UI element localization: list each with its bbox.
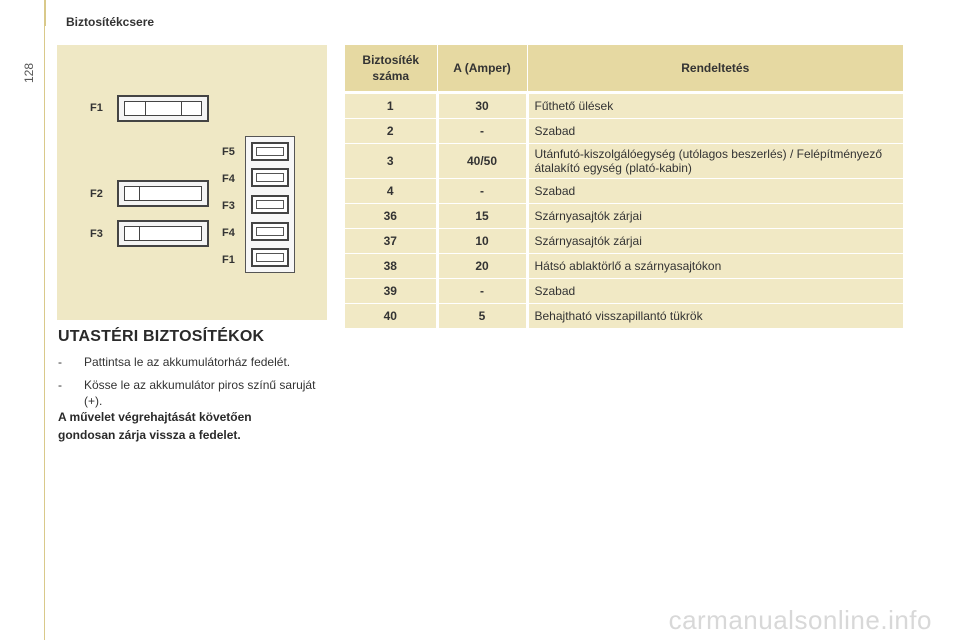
purpose-cell: Behajtható visszapillantó tükrök bbox=[527, 304, 903, 329]
fuse-label-right-5: F1 bbox=[222, 254, 235, 266]
ampere-cell: 30 bbox=[437, 93, 527, 119]
fuse-slot-stack-4 bbox=[251, 222, 289, 241]
ampere-cell: 10 bbox=[437, 229, 527, 254]
fuse-table bbox=[345, 45, 903, 328]
table-row bbox=[345, 204, 903, 229]
page-number bbox=[22, 58, 36, 88]
table-row bbox=[345, 179, 903, 204]
header-ampere: A (Amper) bbox=[437, 45, 527, 93]
fuse-label-right-3: F3 bbox=[222, 200, 235, 212]
purpose-cell: Hátsó ablaktörlő a szárnyasajtókon bbox=[527, 254, 903, 279]
fuse-label-left-2: F2 bbox=[90, 188, 103, 200]
purpose-cell: Szárnyasajtók zárjai bbox=[527, 204, 903, 229]
fuse-slot-f3 bbox=[117, 220, 209, 247]
fuse-number-cell: 1 bbox=[345, 93, 437, 119]
fuse-number-cell: 2 bbox=[345, 119, 437, 144]
instruction-list bbox=[58, 354, 328, 416]
fuse-number-cell: 37 bbox=[345, 229, 437, 254]
page-number-text: 128 bbox=[22, 62, 36, 84]
purpose-cell: Utánfutó-kiszolgálóegység (utólagos beszerlés) / Felépítményező átalakító egység (plató-kabin) bbox=[527, 144, 903, 179]
instruction-item-2 bbox=[58, 377, 328, 409]
watermark: carmanualsonline.info bbox=[668, 605, 932, 635]
table-header-row bbox=[345, 45, 903, 93]
header-accent-rule bbox=[44, 0, 46, 26]
bullet-marker: - bbox=[58, 378, 62, 392]
ampere-cell: - bbox=[437, 119, 527, 144]
table-row bbox=[345, 144, 903, 179]
fuse-slot-stack-2 bbox=[251, 168, 289, 187]
left-margin-rule bbox=[44, 0, 45, 640]
page-header-title: Biztosítékcsere bbox=[66, 15, 155, 29]
purpose-cell: Szabad bbox=[527, 119, 903, 144]
ampere-cell: 40/50 bbox=[437, 144, 527, 179]
fuse-slot-stack-5 bbox=[251, 248, 289, 267]
purpose-cell: Szárnyasajtók zárjai bbox=[527, 229, 903, 254]
ampere-cell: 15 bbox=[437, 204, 527, 229]
fuse-slot-f1 bbox=[117, 95, 209, 122]
table-row bbox=[345, 254, 903, 279]
fuse-label-left-1: F1 bbox=[90, 102, 103, 114]
closing-note bbox=[58, 408, 328, 444]
header-purpose: Rendeltetés bbox=[527, 45, 903, 93]
fuse-stack-vertical bbox=[245, 136, 295, 273]
instruction-text: Pattintsa le az akkumulátorház fedelét. bbox=[84, 355, 291, 369]
fuse-number-cell: 3 bbox=[345, 144, 437, 179]
fuse-number-cell: 40 bbox=[345, 304, 437, 329]
instruction-item-1 bbox=[58, 354, 328, 370]
ampere-cell: 5 bbox=[437, 304, 527, 329]
ampere-cell: - bbox=[437, 179, 527, 204]
fuse-slot-stack-3 bbox=[251, 195, 289, 214]
ampere-cell: - bbox=[437, 279, 527, 304]
instruction-text: Kösse le az akkumulátor piros színű saruját (+). bbox=[84, 378, 316, 408]
table-row bbox=[345, 119, 903, 144]
fuse-label-left-3: F3 bbox=[90, 228, 103, 240]
bullet-marker: - bbox=[58, 355, 62, 369]
fuse-number-cell: 39 bbox=[345, 279, 437, 304]
closing-note-line-2: gondosan zárja vissza a fedelet. bbox=[58, 428, 241, 442]
fuse-label-right-4: F4 bbox=[222, 227, 235, 239]
table-row bbox=[345, 93, 903, 119]
fuse-slot-stack-1 bbox=[251, 142, 289, 161]
fuse-slot-f2 bbox=[117, 180, 209, 207]
header-fuse-number: Biztosíték száma bbox=[345, 45, 437, 93]
fuse-label-right-1: F5 bbox=[222, 146, 235, 158]
purpose-cell: Szabad bbox=[527, 179, 903, 204]
table-row bbox=[345, 304, 903, 329]
ampere-cell: 20 bbox=[437, 254, 527, 279]
section-title: UTASTÉRI BIZTOSÍTÉKOK bbox=[58, 328, 265, 345]
table-row bbox=[345, 279, 903, 304]
fuse-number-cell: 36 bbox=[345, 204, 437, 229]
closing-note-line-1: A művelet végrehajtását követően bbox=[58, 410, 252, 424]
fuse-number-cell: 4 bbox=[345, 179, 437, 204]
fuse-box-diagram bbox=[57, 45, 327, 320]
fuse-number-cell: 38 bbox=[345, 254, 437, 279]
purpose-cell: Szabad bbox=[527, 279, 903, 304]
purpose-cell: Fűthető ülések bbox=[527, 93, 903, 119]
table-row bbox=[345, 229, 903, 254]
fuse-label-right-2: F4 bbox=[222, 173, 235, 185]
